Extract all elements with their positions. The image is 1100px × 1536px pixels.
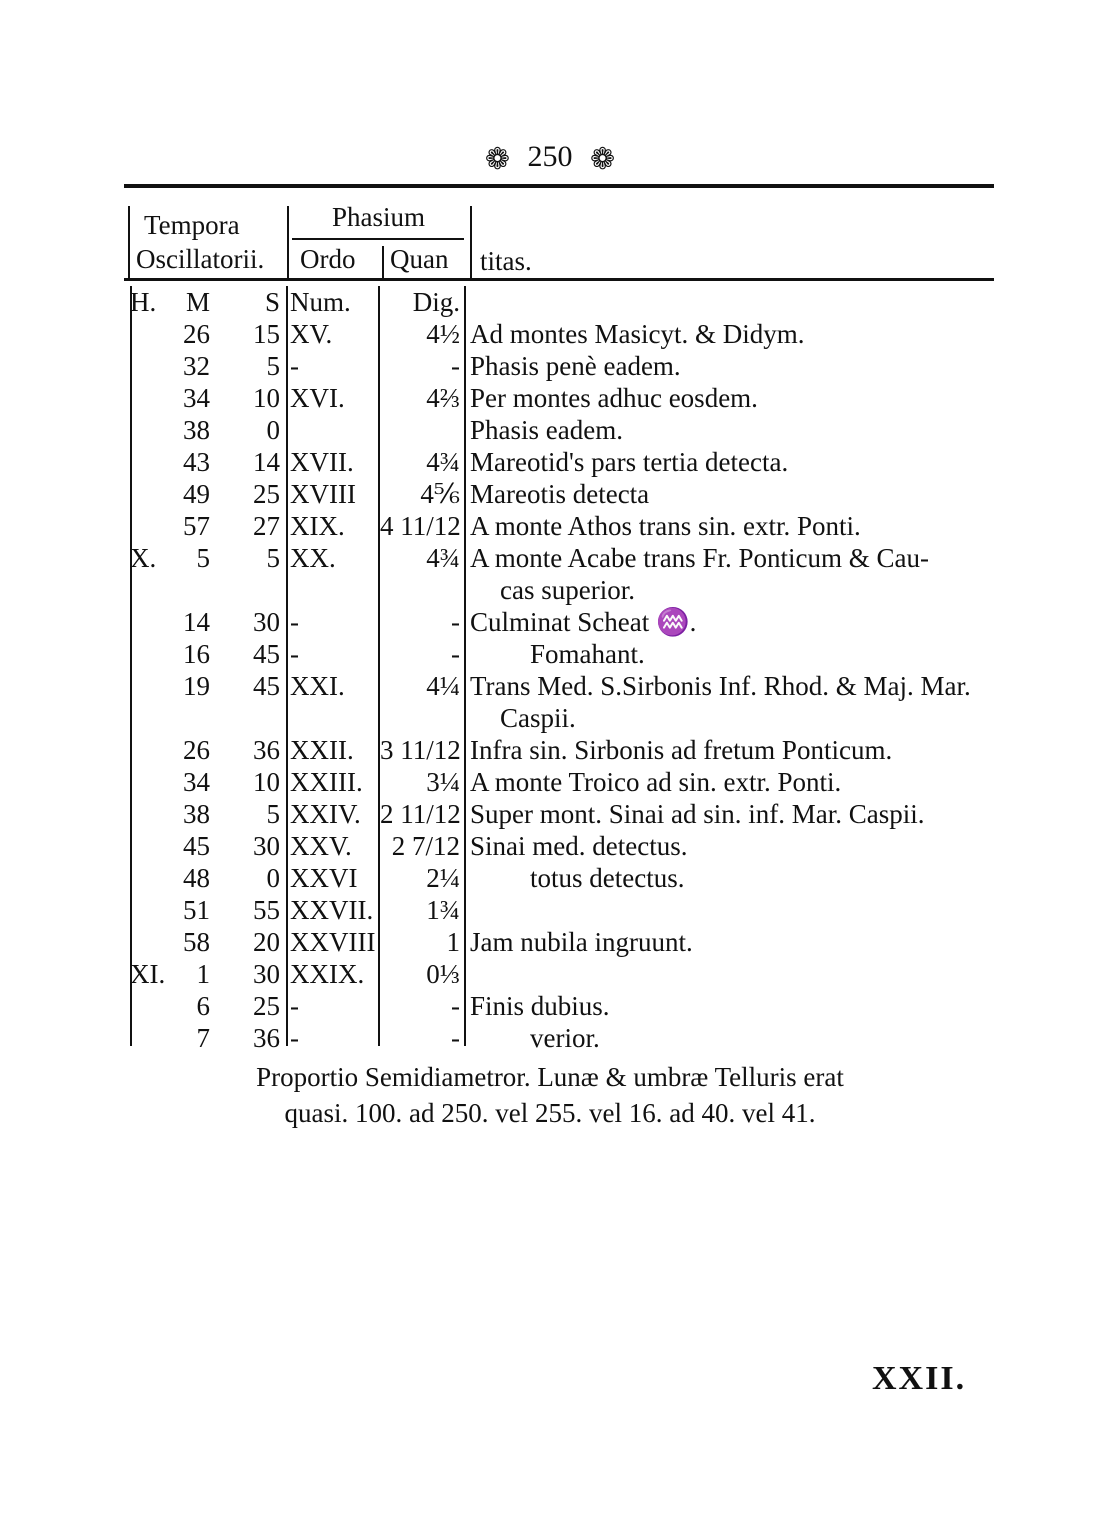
cell-second: 10 bbox=[253, 383, 280, 413]
cell-ordo: XXI. bbox=[290, 671, 345, 701]
flower-ornament-icon: ❁ bbox=[590, 142, 616, 176]
cell-description: Mareotid's pars tertia detecta. bbox=[470, 447, 789, 477]
cell-second: 10 bbox=[253, 767, 280, 797]
cell-second: 5 bbox=[266, 543, 280, 573]
cell-ordo: - bbox=[290, 351, 299, 381]
cell-description: Ad montes Masicyt. & Didym. bbox=[470, 319, 805, 349]
header-oscillatorii: Oscillatorii. bbox=[136, 244, 265, 274]
cell-second: 27 bbox=[253, 511, 280, 541]
cell-description: Infra sin. Sirbonis ad fretum Ponticum. bbox=[470, 735, 893, 765]
table-row bbox=[0, 926, 1100, 958]
cell-minute: 58 bbox=[183, 927, 210, 957]
table-row bbox=[0, 414, 1100, 446]
cell-digits: - bbox=[451, 1023, 460, 1053]
catchword: XXII. bbox=[872, 1360, 967, 1397]
cell-second: 45 bbox=[253, 639, 280, 669]
cell-description: A monte Athos trans sin. extr. Ponti. bbox=[470, 511, 861, 541]
cell-digits: 2¼ bbox=[426, 863, 460, 893]
column-rule bbox=[470, 206, 472, 280]
cell-minute: 7 bbox=[196, 1023, 210, 1053]
cell-ordo: - bbox=[290, 991, 299, 1021]
cell-digits: - bbox=[451, 991, 460, 1021]
table-row bbox=[0, 990, 1100, 1022]
table-row bbox=[0, 1022, 1100, 1054]
cell-minute: 48 bbox=[183, 863, 210, 893]
cell-digits: 0⅓ bbox=[426, 959, 460, 989]
cell-second: 20 bbox=[253, 927, 280, 957]
table-row bbox=[0, 958, 1100, 990]
cell-digits: 1¾ bbox=[426, 895, 460, 925]
cell-second: 14 bbox=[253, 447, 280, 477]
cell-second: 30 bbox=[253, 831, 280, 861]
table-row bbox=[0, 510, 1100, 542]
table-row bbox=[0, 318, 1100, 350]
header-tempora: Tempora bbox=[144, 210, 240, 240]
flower-ornament-icon: ❁ bbox=[484, 142, 510, 176]
cell-description: Phasis penè eadem. bbox=[470, 351, 681, 381]
cell-description: cas superior. bbox=[500, 575, 635, 605]
cell-second: 0 bbox=[266, 415, 280, 445]
cell-digits: 4¾ bbox=[426, 447, 460, 477]
cell-ordo: - bbox=[290, 607, 299, 637]
cell-ordo: XX. bbox=[290, 543, 336, 573]
table-row bbox=[0, 542, 1100, 574]
cell-ordo: XXVIII bbox=[290, 927, 376, 957]
cell-digits: - bbox=[451, 351, 460, 381]
cell-ordo: XXVI bbox=[290, 863, 358, 893]
table-row bbox=[0, 670, 1100, 702]
cell-minute: 38 bbox=[183, 799, 210, 829]
cell-digits: 4⅚ bbox=[420, 479, 460, 509]
table-row bbox=[0, 830, 1100, 862]
footnote-line-2: quasi. 100. ad 250. vel 255. vel 16. ad 40. vel 41. bbox=[284, 1098, 816, 1128]
column-rule bbox=[128, 206, 130, 280]
header-titas: titas. bbox=[480, 246, 532, 276]
cell-description: A monte Acabe trans Fr. Ponticum & Cau- bbox=[470, 543, 929, 573]
cell-minute: 57 bbox=[183, 511, 210, 541]
phasium-underline bbox=[292, 238, 464, 240]
cell-minute: 5 bbox=[196, 543, 210, 573]
cell-digits: 4¾ bbox=[426, 543, 460, 573]
cell-second: 5 bbox=[266, 351, 280, 381]
cell-description: Per montes adhuc eosdem. bbox=[470, 383, 758, 413]
cell-minute: 6 bbox=[196, 991, 210, 1021]
cell-description: Culminat Scheat ♒. bbox=[470, 607, 697, 637]
cell-description: Sinai med. detectus. bbox=[470, 831, 688, 861]
units-row bbox=[0, 286, 1100, 318]
table-body bbox=[0, 318, 1100, 1054]
cell-description: Phasis eadem. bbox=[470, 415, 623, 445]
table-row bbox=[0, 766, 1100, 798]
cell-ordo: XVII. bbox=[290, 447, 354, 477]
cell-description: verior. bbox=[530, 1023, 600, 1053]
cell-second: 25 bbox=[253, 479, 280, 509]
table-row bbox=[0, 894, 1100, 926]
cell-minute: 32 bbox=[183, 351, 210, 381]
cell-second: 15 bbox=[253, 319, 280, 349]
cell-ordo: XV. bbox=[290, 319, 333, 349]
cell-second: 36 bbox=[253, 1023, 280, 1053]
cell-ordo: XXII. bbox=[290, 735, 354, 765]
cell-digits: 2 7/12 bbox=[391, 831, 460, 861]
unit-seconds: S bbox=[264, 287, 280, 317]
cell-digits: 3¼ bbox=[426, 767, 460, 797]
page-number: 250 bbox=[527, 140, 573, 173]
table-row bbox=[0, 798, 1100, 830]
unit-dig: Dig. bbox=[412, 287, 460, 317]
table-row bbox=[0, 702, 1100, 734]
cell-ordo: - bbox=[290, 1023, 299, 1053]
table-row bbox=[0, 478, 1100, 510]
cell-ordo: XVI. bbox=[290, 383, 345, 413]
cell-minute: 51 bbox=[183, 895, 210, 925]
cell-description: totus detectus. bbox=[530, 863, 685, 893]
column-rule bbox=[287, 206, 289, 280]
table-row bbox=[0, 382, 1100, 414]
header-quan: Quan bbox=[390, 244, 449, 274]
cell-ordo: XVIII bbox=[290, 479, 356, 509]
table-row bbox=[0, 734, 1100, 766]
cell-digits: - bbox=[451, 639, 460, 669]
cell-hour: X. bbox=[130, 543, 157, 573]
cell-ordo: XXIII. bbox=[290, 767, 363, 797]
cell-ordo: XXIV. bbox=[290, 799, 361, 829]
cell-digits: - bbox=[451, 607, 460, 637]
table-row bbox=[0, 862, 1100, 894]
data-table bbox=[0, 286, 1100, 1054]
cell-description: Fomahant. bbox=[530, 639, 645, 669]
cell-description: Trans Med. S.Sirbonis Inf. Rhod. & Maj. Mar. bbox=[470, 671, 971, 701]
footnote-line-1: Proportio Semidiametror. Lunæ & umbræ Telluris erat bbox=[256, 1062, 844, 1092]
cell-digits: 2 11/12 bbox=[380, 799, 461, 829]
cell-second: 55 bbox=[253, 895, 280, 925]
cell-ordo: XIX. bbox=[290, 511, 345, 541]
cell-minute: 34 bbox=[183, 383, 210, 413]
cell-description: Finis dubius. bbox=[470, 991, 610, 1021]
cell-ordo: - bbox=[290, 639, 299, 669]
unit-hours: H. bbox=[130, 287, 157, 317]
cell-ordo: XXV. bbox=[290, 831, 352, 861]
cell-digits: 4¼ bbox=[426, 671, 460, 701]
cell-second: 36 bbox=[253, 735, 280, 765]
cell-second: 45 bbox=[253, 671, 280, 701]
cell-minute: 16 bbox=[183, 639, 210, 669]
cell-digits: 3 11/12 bbox=[380, 735, 461, 765]
unit-minutes: M bbox=[185, 287, 210, 317]
header-ordo: Ordo bbox=[300, 244, 356, 274]
table-row bbox=[0, 446, 1100, 478]
cell-hour: XI. bbox=[130, 959, 166, 989]
cell-description: Super mont. Sinai ad sin. inf. Mar. Caspii. bbox=[470, 799, 925, 829]
cell-ordo: XXIX. bbox=[290, 959, 365, 989]
cell-digits: 4⅔ bbox=[426, 383, 460, 413]
page-header bbox=[0, 140, 1100, 177]
cell-minute: 34 bbox=[183, 767, 210, 797]
table-row bbox=[0, 638, 1100, 670]
header-rule bbox=[124, 278, 994, 281]
column-rule bbox=[382, 246, 384, 280]
cell-digits: 4½ bbox=[426, 319, 460, 349]
cell-second: 30 bbox=[253, 959, 280, 989]
cell-minute: 14 bbox=[183, 607, 210, 637]
top-rule bbox=[124, 184, 994, 188]
cell-digits: 1 bbox=[446, 927, 460, 957]
cell-minute: 1 bbox=[196, 959, 210, 989]
cell-minute: 38 bbox=[183, 415, 210, 445]
cell-second: 30 bbox=[253, 607, 280, 637]
cell-digits: 4 11/12 bbox=[380, 511, 461, 541]
cell-second: 0 bbox=[266, 863, 280, 893]
table-row bbox=[0, 350, 1100, 382]
cell-ordo: XXVII. bbox=[290, 895, 374, 925]
cell-description: Mareotis detecta bbox=[470, 479, 650, 509]
table-row bbox=[0, 606, 1100, 638]
cell-description: Jam nubila ingruunt. bbox=[470, 927, 693, 957]
cell-minute: 43 bbox=[183, 447, 210, 477]
cell-minute: 49 bbox=[183, 479, 210, 509]
cell-minute: 26 bbox=[183, 735, 210, 765]
cell-minute: 19 bbox=[183, 671, 210, 701]
cell-minute: 45 bbox=[183, 831, 210, 861]
cell-description: A monte Troico ad sin. extr. Ponti. bbox=[470, 767, 842, 797]
cell-second: 25 bbox=[253, 991, 280, 1021]
table-row bbox=[0, 574, 1100, 606]
cell-second: 5 bbox=[266, 799, 280, 829]
cell-minute: 26 bbox=[183, 319, 210, 349]
cell-description: Caspii. bbox=[500, 703, 576, 733]
header-phasium: Phasium bbox=[332, 202, 426, 232]
unit-num: Num. bbox=[290, 287, 351, 317]
